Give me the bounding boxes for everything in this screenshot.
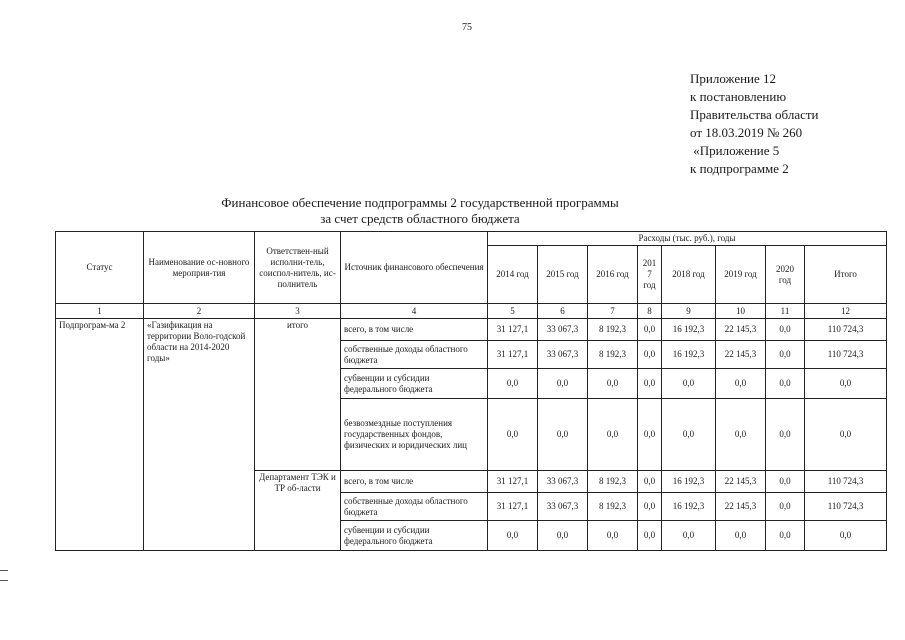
financing-table <box>55 231 887 551</box>
value-cell: 16 192,3 <box>662 471 716 493</box>
value-cell: 110 724,3 <box>805 341 887 369</box>
activity-cell: «Газификация на территории Воло-годской области на 2014-2020 годы» <box>144 319 255 551</box>
header-year: 2014 год <box>488 246 538 304</box>
value-cell: 31 127,1 <box>488 319 538 341</box>
value-cell: 0,0 <box>716 399 766 471</box>
source-cell: всего, в том числе <box>341 471 488 493</box>
value-cell: 0,0 <box>805 521 887 551</box>
value-cell: 0,0 <box>766 471 805 493</box>
header-year: 2020 год <box>766 246 805 304</box>
header-year: 2018 год <box>662 246 716 304</box>
source-cell: субвенции и субсидии федерального бюджета <box>341 521 488 551</box>
value-cell: 22 145,3 <box>716 319 766 341</box>
value-cell: 0,0 <box>488 399 538 471</box>
value-cell: 8 192,3 <box>588 341 638 369</box>
column-number: 7 <box>588 304 638 319</box>
value-cell: 16 192,3 <box>662 341 716 369</box>
header-year: 201 7 год <box>638 246 662 304</box>
value-cell: 0,0 <box>638 341 662 369</box>
value-cell: 0,0 <box>716 369 766 399</box>
column-number: 12 <box>805 304 887 319</box>
column-number-row <box>56 304 887 319</box>
value-cell: 31 127,1 <box>488 341 538 369</box>
value-cell: 110 724,3 <box>805 493 887 521</box>
column-number: 10 <box>716 304 766 319</box>
header-expenses: Расходы (тыс. руб.), годы <box>488 232 887 246</box>
table-row <box>56 319 887 341</box>
value-cell: 22 145,3 <box>716 471 766 493</box>
value-cell: 110 724,3 <box>805 319 887 341</box>
appendix-line: Приложение 12 <box>690 71 777 86</box>
margin-mark <box>0 570 8 571</box>
column-number: 6 <box>538 304 588 319</box>
source-cell: собственные доходы областного бюджета <box>341 493 488 521</box>
source-cell: безвозмездные поступления государственных фондов, физических и юридических лиц <box>341 399 488 471</box>
margin-mark <box>0 580 8 581</box>
page-number: 75 <box>462 22 472 33</box>
column-number: 4 <box>341 304 488 319</box>
column-number: 11 <box>766 304 805 319</box>
value-cell: 0,0 <box>638 399 662 471</box>
value-cell: 0,0 <box>766 319 805 341</box>
value-cell: 0,0 <box>538 369 588 399</box>
value-cell: 0,0 <box>638 369 662 399</box>
value-cell: 33 067,3 <box>538 493 588 521</box>
value-cell: 0,0 <box>662 369 716 399</box>
value-cell: 0,0 <box>638 471 662 493</box>
executor-cell: итого <box>255 319 341 471</box>
value-cell: 0,0 <box>588 369 638 399</box>
value-cell: 0,0 <box>488 369 538 399</box>
column-number: 5 <box>488 304 538 319</box>
value-cell: 0,0 <box>538 521 588 551</box>
value-cell: 0,0 <box>488 521 538 551</box>
source-cell: субвенции и субсидии федерального бюджета <box>341 369 488 399</box>
value-cell: 16 192,3 <box>662 493 716 521</box>
header-source: Источник финансового обеспечения <box>341 232 488 304</box>
header-year: 2016 год <box>588 246 638 304</box>
value-cell: 0,0 <box>588 399 638 471</box>
source-cell: собственные доходы областного бюджета <box>341 341 488 369</box>
value-cell: 33 067,3 <box>538 471 588 493</box>
header-executor: Ответствен-ный исполни-тель, соиспол-нитель, ис-полнитель <box>255 232 341 304</box>
title-line: за счет средств областного бюджета <box>320 211 520 226</box>
column-number: 2 <box>144 304 255 319</box>
header-year: 2019 год <box>716 246 766 304</box>
value-cell: 8 192,3 <box>588 471 638 493</box>
value-cell: 0,0 <box>766 493 805 521</box>
value-cell: 0,0 <box>662 521 716 551</box>
value-cell: 0,0 <box>766 341 805 369</box>
value-cell: 0,0 <box>805 369 887 399</box>
column-number: 8 <box>638 304 662 319</box>
value-cell: 33 067,3 <box>538 341 588 369</box>
value-cell: 0,0 <box>638 319 662 341</box>
value-cell: 0,0 <box>716 521 766 551</box>
value-cell: 31 127,1 <box>488 471 538 493</box>
value-cell: 8 192,3 <box>588 319 638 341</box>
value-cell: 0,0 <box>638 493 662 521</box>
value-cell: 110 724,3 <box>805 471 887 493</box>
value-cell: 0,0 <box>638 521 662 551</box>
header-year: 2015 год <box>538 246 588 304</box>
value-cell: 0,0 <box>766 399 805 471</box>
value-cell: 31 127,1 <box>488 493 538 521</box>
appendix-line: к подпрограмме 2 <box>690 161 789 176</box>
value-cell: 0,0 <box>662 399 716 471</box>
header-status: Статус <box>56 232 144 304</box>
value-cell: 33 067,3 <box>538 319 588 341</box>
value-cell: 22 145,3 <box>716 493 766 521</box>
column-number: 1 <box>56 304 144 319</box>
appendix-block <box>690 70 890 178</box>
source-cell: всего, в том числе <box>341 319 488 341</box>
value-cell: 22 145,3 <box>716 341 766 369</box>
value-cell: 0,0 <box>588 521 638 551</box>
value-cell: 0,0 <box>766 521 805 551</box>
header-total: Итого <box>805 246 887 304</box>
header-activity: Наименование ос-новного мероприя-тия <box>144 232 255 304</box>
executor-cell: Департамент ТЭК и ТР об-ласти <box>255 471 341 551</box>
value-cell: 0,0 <box>538 399 588 471</box>
value-cell: 8 192,3 <box>588 493 638 521</box>
column-number: 3 <box>255 304 341 319</box>
status-cell: Подпрограм-ма 2 <box>56 319 144 551</box>
appendix-line: от 18.03.2019 № 260 <box>690 125 803 140</box>
column-number: 9 <box>662 304 716 319</box>
title-line: Финансовое обеспечение подпрограммы 2 государственной программы <box>221 195 619 210</box>
document-title <box>120 195 720 227</box>
appendix-line: Правительства области <box>690 107 819 122</box>
value-cell: 0,0 <box>805 399 887 471</box>
appendix-line: «Приложение 5 <box>690 143 780 158</box>
value-cell: 16 192,3 <box>662 319 716 341</box>
value-cell: 0,0 <box>766 369 805 399</box>
appendix-line: к постановлению <box>690 89 787 104</box>
